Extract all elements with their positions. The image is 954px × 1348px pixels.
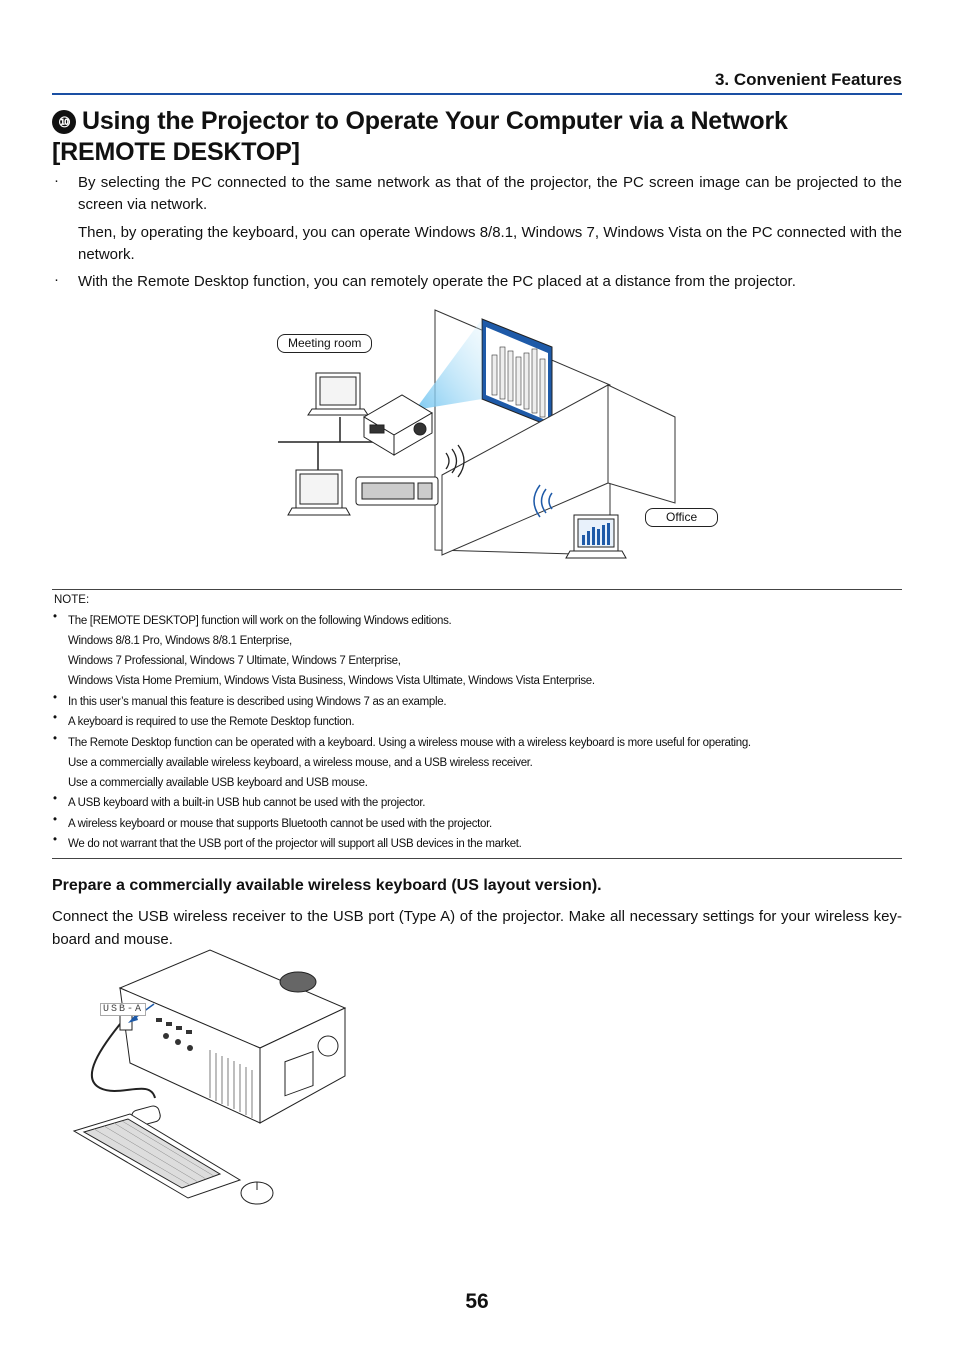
laptop-icon	[566, 515, 626, 558]
section-header: 3. Convenient Features	[714, 70, 902, 89]
note-item: The Remote Desktop function can be operated with a keyboard. Using a wireless mouse with a wireless keyboard is more useful for operating.	[68, 737, 751, 749]
laptop-icon	[308, 373, 368, 415]
bullet-marker: ·	[54, 172, 59, 189]
note-bullet: •	[53, 834, 58, 846]
note-item: Use a commercially available USB keyboard and USB mouse.	[68, 777, 368, 789]
note-item: Use a commercially available wireless keyboard, a wireless mouse, and a USB wireless receiver.	[68, 757, 533, 769]
note-box	[52, 589, 902, 859]
title-line-1: Using the Projector to Operate Your Computer via a Network	[82, 107, 788, 135]
bullet-marker: ·	[54, 271, 59, 288]
page-number: 56	[465, 1290, 489, 1313]
meeting-room-label: Meeting room	[277, 334, 372, 353]
note-bullet: •	[53, 611, 58, 623]
intro-paragraph-3: With the Remote Desktop function, you can remotely operate the PC placed at a distance from the projector.	[78, 273, 796, 290]
intro-paragraph-2: Then, by operating the keyboard, you can operate Windows 8/8.1, Windows 7, Windows Vista on the PC connected with the network.	[78, 224, 902, 263]
note-item: Windows 8/8.1 Pro, Windows 8/8.1 Enterprise,	[68, 635, 292, 647]
number-badge: ⑩	[52, 110, 76, 134]
keyboard-icon	[74, 1114, 240, 1198]
usb-port-label: USB-A	[100, 1003, 146, 1016]
laptop-icon	[288, 470, 350, 515]
note-item: A USB keyboard with a built-in USB hub cannot be used with the projector.	[68, 797, 426, 809]
note-bullet: •	[53, 692, 58, 704]
prepare-heading: Prepare a commercially available wireless keyboard (US layout version).	[52, 877, 602, 894]
header-rule	[52, 93, 902, 95]
note-item: A keyboard is required to use the Remote Desktop function.	[68, 716, 355, 728]
note-bullet: •	[53, 793, 58, 805]
note-item: A wireless keyboard or mouse that supports Bluetooth cannot be used with the projector.	[68, 818, 492, 830]
note-item: The [REMOTE DESKTOP] function will work on the following Windows editions.	[68, 615, 452, 627]
keyboard-icon	[356, 477, 438, 505]
note-title: NOTE:	[54, 594, 90, 606]
note-bullet: •	[53, 712, 58, 724]
projector-keyboard-illustration	[70, 948, 360, 1213]
intro-paragraph-1: By selecting the PC connected to the same network as that of the projector, the PC screen image can be projected to the screen via network.	[78, 174, 902, 213]
note-item: We do not warrant that the USB port of the projector will support all USB devices in the market.	[68, 838, 522, 850]
office-label: Office	[645, 508, 718, 527]
note-item: Windows 7 Professional, Windows 7 Ultimate, Windows 7 Enterprise,	[68, 655, 401, 667]
note-bullet: •	[53, 814, 58, 826]
note-item: Windows Vista Home Premium, Windows Vista Business, Windows Vista Ultimate, Windows Vista Enterprise.	[68, 675, 595, 687]
prepare-text: Connect the USB wireless receiver to the USB port (Type A) of the projector. Make all necessary settings for your wireless key-board and mouse.	[52, 908, 902, 948]
note-bullet: •	[53, 733, 58, 745]
title-line-2: [REMOTE DESKTOP]	[52, 138, 300, 166]
page-title	[52, 106, 912, 168]
note-item: In this user’s manual this feature is described using Windows 7 as an example.	[68, 696, 447, 708]
